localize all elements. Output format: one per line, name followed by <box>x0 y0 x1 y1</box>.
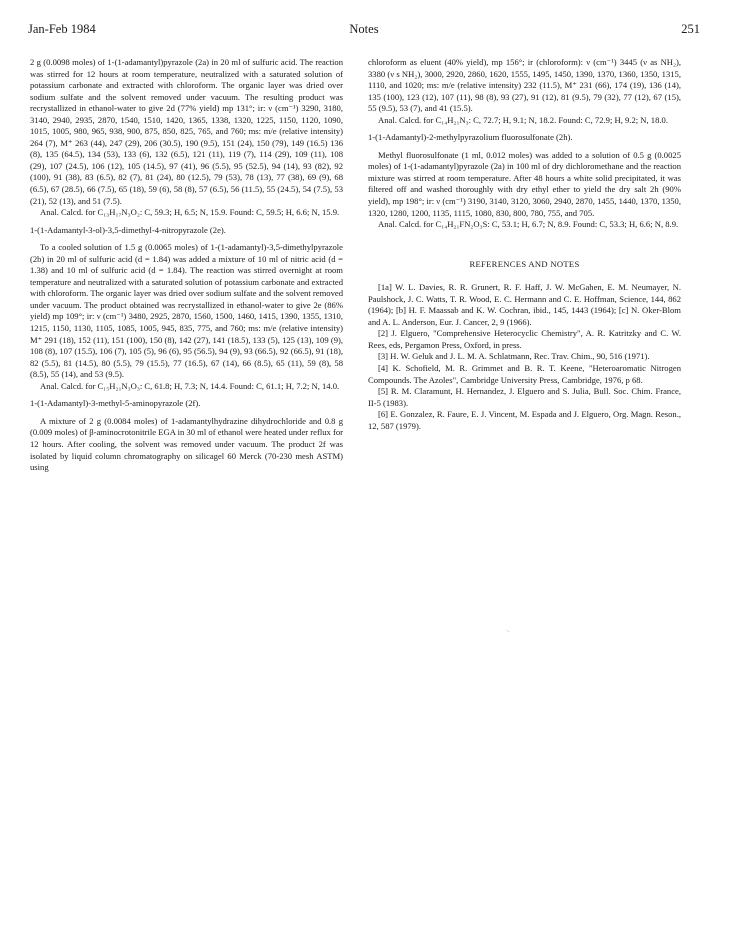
reference-1: [1a] W. L. Davies, R. R. Grunert, R. F. Haff, J. W. McGahen, E. M. Neumayer, N. Paulshock, J. C. Watts, T. R. Wood, E. C. Hermann and C. E. Hoffman, Science, 144, 862 (1964); [b] H. F. Maassab and K. W. Cochran, ibid., 145, 1443 (1964); [c] N. Oker-Blom and A. L. Anderson, Eur. J. Cancer, 2, 9 (1966). <box>368 282 681 327</box>
compound-heading-2e: 1-(1-Adamantyl-3-ol)-3,5-dimethyl-4-nitropyrazole (2e). <box>30 224 226 235</box>
paragraph-2h-procedure: Methyl fluorosulfonate (1 ml, 0.012 moles) was added to a solution of 0.5 g (0.0025 moles) of 1-(1-adamantyl)pyrazole (2a) in 100 ml of dry dichloromethane and the reaction mixture was stirred at room temperature. After 48 hours a white solid precipitated, it was filtered off and washed thoroughly with dry ethyl ether to yield the dry salt 2h (90% yield), mp 198°; ir: ν (cm⁻¹) 3190, 3140, 3120, 3060, 2940, 2870, 1455, 1440, 1370, 1350, 1320, 1280, 1200, 1135, 1115, 1080, 830, 800, 780, 755, and 705. <box>368 149 681 218</box>
reference-2: [2] J. Elguero, "Comprehensive Heterocyclic Chemistry", A. R. Katritzky and C. W. Rees, eds, Pergamon Press, Oxford, in press. <box>368 328 681 350</box>
section-title: Notes <box>349 22 379 36</box>
analysis-2d: Anal. Calcd. for C₁₃H₁₇N₃O₂: C, 59.3; H, 6.5; N, 15.9. Found: C, 59.5; H, 6.6; N, 15.9. <box>40 207 340 218</box>
analysis-2f: Anal. Calcd. for C₁₄H₂₁N₃: C, 72.7; H, 9.1; N, 18.2. Found: C, 72.9; H, 9.2; N, 18.0. <box>378 114 668 125</box>
reference-4: [4] K. Schofield, M. R. Grimmet and B. R. T. Keene, "Heteroaromatic Nitrogen Compounds. The Azoles", Cambridge University Press, Cambridge, 1976, p 68. <box>368 363 681 385</box>
compound-heading-2h: 1-(1-Adamantyl)-2-methylpyrazolium fluorosulfonate (2h). <box>368 132 573 143</box>
reference-6: [6] E. Gonzalez, R. Faure, E. J. Vincent, M. Espada and J. Elguero, Org. Magn. Reson., 12, 587 (1979). <box>368 409 681 431</box>
paragraph-2f-procedure: A mixture of 2 g (0.0084 moles) of 1-adamantylhydrazine dihydrochloride and 0.8 g (0.009 moles) of β-aminocrotonitrile EGA in 30 ml of ethanol were heated under reflux for 12 hours. After cooling, the solvent was removed under vacuum. The product 2f was isolated by liquid column chromatography on silicagel 60 Merck (70-230 mesh ASTM) using <box>30 415 343 473</box>
analysis-2e: Anal. Calcd. for C₁₅H₂₁N₃O₃: C, 61.8; H, 7.3; N, 14.4. Found: C, 61.1; H, 7.2; N, 14.0. <box>40 380 340 391</box>
page-number: 251 <box>681 22 700 36</box>
paragraph-2f-continued: chloroform as eluent (40% yield), mp 156°; ir (chloroform): ν (cm⁻¹) 3445 (ν as NH₂), 3380 (ν s NH₂), 3000, 2920, 2860, 1620, 1555, 1495, 1450, 1390, 1370, 1360, 1350, 1315, 1110, and 1020; ms: m/e (relative intensity) 232 (11.5), M⁺ 231 (66), 174 (19), 136 (14), 135 (100), 123 (12), 107 (11), 98 (8), 93 (27), 91 (12), 81 (9.5), 79 (32), 77 (12), 67 (15), 55 (9.5), 53 (7), and 41 (15.5). <box>368 57 681 114</box>
page-header <box>28 22 700 38</box>
reference-3: [3] H. W. Geluk and J. L. M. A. Schlatmann, Rec. Trav. Chim., 90, 516 (1971). <box>378 351 650 362</box>
issue-date: Jan-Feb 1984 <box>28 22 96 36</box>
compound-heading-2f: 1-(1-Adamantyl)-3-methyl-5-aminopyrazole (2f). <box>30 398 201 409</box>
paragraph-2d-procedure: 2 g (0.0098 moles) of 1-(1-adamantyl)pyrazole (2a) in 20 ml of sulfuric acid. The reaction was stirred for 12 hours at room temperature, neutralized with a saturated solution of potassium carbonate and extracted with chloroform. The organic layer was dried over sodium sulfate and the solvent removed under vacuum. The resulting product was recrystallized in ethanol-water to give 2d (77% yield) mp 131°; ir: ν (cm⁻¹) 3290, 3180, 3140, 2940, 2935, 2870, 1540, 1510, 1420, 1365, 1338, 1320, 1225, 1150, 1120, 1090, 1015, 1005, 980, 965, 938, 900, 875, 850, 825, 765, and 760; ms: m/e (relative intensity) 264 (7), M⁺ 263 (44), 247 (29), 206 (30.5), 190 (9.5), 151 (24), 150 (79), 149 (16.5) 136 (8), 135 (64.5), 134 (53), 133 (6), 132 (6.5), 121 (11), 119 (7), 114 (29), 109 (11), 108 (29), 107 (24.5), 106 (12), 105 (14.5), 97 (41), 96 (5.5), 95 (52.5), 94 (14), 93 (82), 92 (100), 91 (38), 83 (6.5), 82 (7), 81 (24), 80 (12.5), 79 (53), 78 (13), 77 (38), 69 (9), 68 (6.5), 67 (28.5), 66 (7.5), 65 (18), 59 (6), 58 (8), 57 (6.5), 56 (11.5), 55 (24.5), 54 (7.5), 53 (21), 52 (13), and 51 (7.5). <box>30 57 343 206</box>
analysis-2h: Anal. Calcd. for C₁₄H₂₁FN₂O₃S: C, 53.1; H, 6.7; N, 8.9. Found: C, 53.3; H, 6.6; N, 8.9. <box>378 219 679 230</box>
scan-speck: ·. <box>506 628 510 634</box>
references-title: REFERENCES AND NOTES <box>469 258 580 269</box>
reference-5: [5] R. M. Claramunt, H. Hernandez, J. Elguero and S. Julia, Bull. Soc. Chim. France, II-5 (1983). <box>368 386 681 408</box>
left-column <box>30 57 343 474</box>
paragraph-2e-procedure: To a cooled solution of 1.5 g (0.0065 moles) of 1-(1-adamantyl)-3,5-dimethylpyrazole (2b) in 20 ml of sulfuric acid (d = 1.84) was added a mixture of 10 ml of nitric acid (d = 1.38) and 10 ml of sulfuric acid (d = 1.84). The reaction was stirred overnight at room temperature and neutralized with a saturated solution of potassium carbonate and extracted with chloroform. The organic layer was dried over sodium sulfate and the solvent removed under vacuum. The product obtained was recrystallized in ethanol-water to give 2e (86% yield) mp 109°; ir: ν (cm⁻¹) 3480, 2925, 2870, 1560, 1500, 1460, 1415, 1390, 1355, 1310, 1215, 1150, 1130, 1105, 1085, 1005, 945, 835, 775, and 760; ms: m/e (relative intensity) M⁺ 291 (18), 152 (11), 151 (100), 150 (8), 142 (27), 141 (18.5), 133 (5), 125 (13), 109 (9), 108 (8), 107 (15.5), 106 (7), 105 (5), 96 (6), 95 (56.5), 94 (9), 93 (66.5), 92 (66.5), 91 (18), 82 (5.5), 81 (14.5), 80 (5.5), 79 (15.5), 77 (16.5), 67 (14), 66 (8.5), 65 (11), 59 (8), 58 (8.5), 55 (14), and 53 (9.5). <box>30 242 343 380</box>
right-column <box>368 57 681 432</box>
